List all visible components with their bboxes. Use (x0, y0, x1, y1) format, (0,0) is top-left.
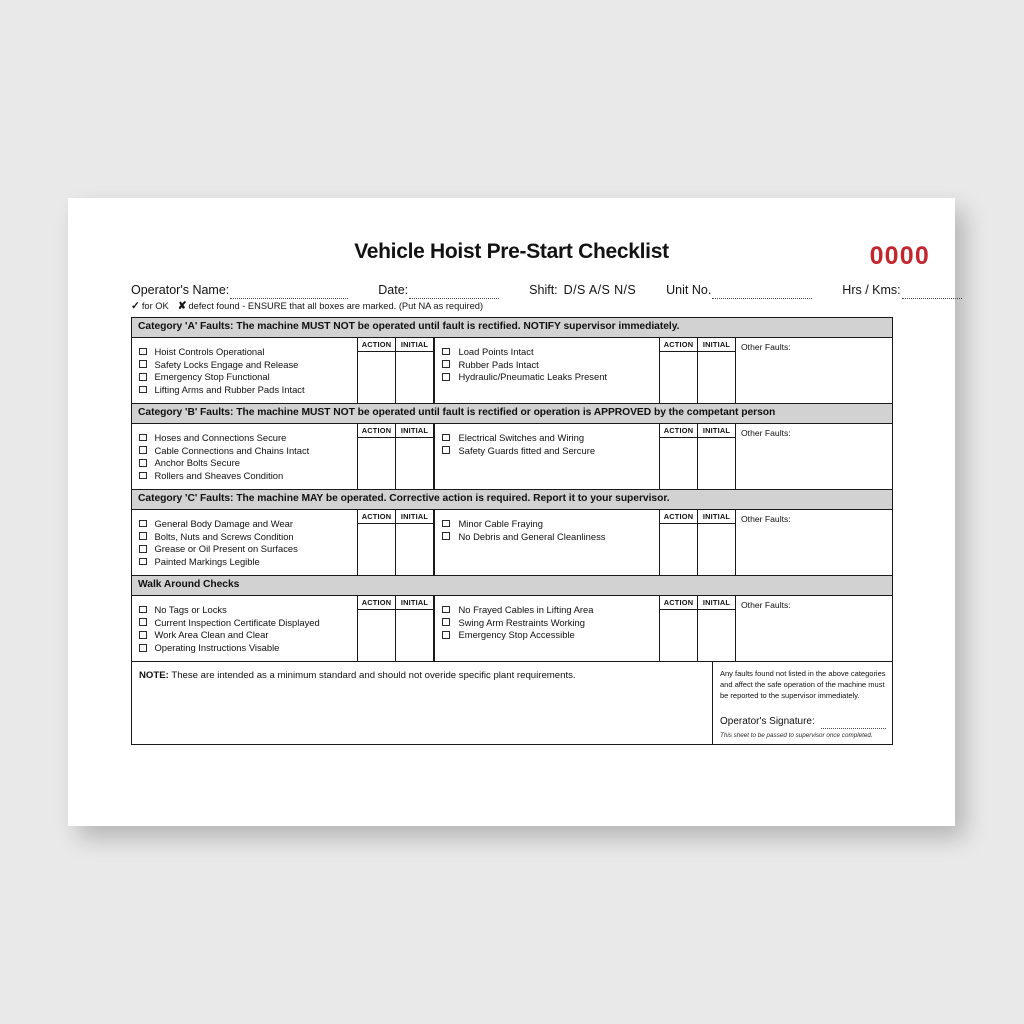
cross-mark-icon: ✘ (177, 300, 187, 312)
right-items-column (433, 424, 659, 489)
action-column-left[interactable] (357, 510, 395, 575)
checklist-item[interactable] (139, 444, 353, 457)
checkbox[interactable] (139, 606, 147, 614)
title-row (68, 240, 955, 274)
unit-no-label: Unit No. (666, 283, 712, 297)
checkbox[interactable] (139, 631, 147, 639)
action-header: ACTION (660, 338, 697, 352)
section-heading: Walk Around Checks (132, 576, 892, 596)
date-input[interactable] (409, 287, 499, 299)
checklist-item-label: Lifting Arms and Rubber Pads Intact (154, 384, 305, 396)
left-items-column (132, 338, 357, 403)
checkbox[interactable] (139, 618, 147, 626)
checkbox[interactable] (442, 631, 450, 639)
checklist-item[interactable] (139, 358, 353, 371)
action-column-right[interactable] (659, 338, 697, 403)
action-column-right[interactable] (659, 510, 697, 575)
section-body (132, 510, 892, 576)
checklist-item[interactable] (139, 345, 353, 358)
checklist-item-label: Current Inspection Certificate Displayed (154, 616, 320, 628)
initial-column-left[interactable] (395, 510, 433, 575)
checklist-item[interactable] (139, 457, 353, 470)
action-column-left[interactable] (357, 338, 395, 403)
action-header: ACTION (358, 510, 395, 524)
note-label: NOTE: (139, 670, 169, 682)
checkbox[interactable] (139, 644, 147, 652)
checklist-item-label: Anchor Bolts Secure (154, 457, 240, 469)
action-header: ACTION (660, 596, 697, 610)
initial-column-right[interactable] (697, 596, 735, 661)
checkbox[interactable] (139, 545, 147, 553)
checkbox[interactable] (442, 532, 450, 540)
operator-meta-row (131, 283, 930, 299)
checklist-item[interactable] (442, 616, 655, 629)
checkbox[interactable] (442, 360, 450, 368)
checkbox[interactable] (139, 459, 147, 467)
checklist-item[interactable] (139, 555, 353, 568)
signature-label: Operator's Signature: (720, 715, 815, 727)
checklist-item-label: Safety Guards fitted and Sercure (458, 444, 596, 456)
checklist-item-label: No Debris and General Cleanliness (458, 530, 606, 542)
checkbox[interactable] (139, 472, 147, 480)
checkbox[interactable] (442, 520, 450, 528)
checkbox[interactable] (139, 434, 147, 442)
operator-name-input[interactable] (230, 287, 348, 299)
section-body (132, 338, 892, 404)
checklist-item-label: Emergency Stop Functional (154, 371, 270, 383)
checklist-item-label: Electrical Switches and Wiring (458, 431, 585, 443)
marking-legend (131, 300, 483, 312)
checkbox[interactable] (139, 373, 147, 381)
checklist-item[interactable] (442, 345, 655, 358)
action-column-left[interactable] (357, 596, 395, 661)
checkbox[interactable] (139, 446, 147, 454)
checklist-item-label: No Frayed Cables in Lifting Area (458, 603, 594, 615)
checklist-item[interactable] (442, 629, 655, 642)
signature-input[interactable] (821, 719, 886, 729)
right-items-column (433, 596, 659, 661)
operator-name-label: Operator's Name: (131, 283, 230, 297)
checklist-item-label: Hoist Controls Operational (154, 345, 265, 357)
checklist-item-label: Cable Connections and Chains Intact (154, 444, 310, 456)
note-row (132, 662, 892, 744)
note-side-text: Any faults found not listed in the above categories and affect the safe operation of the machine must be reported to the supervisor immediately. (720, 669, 886, 700)
checklist-item-label: Minor Cable Fraying (458, 517, 543, 529)
checkbox[interactable] (442, 606, 450, 614)
shift-label: Shift: (529, 283, 558, 297)
checklist-item-label: Safety Locks Engage and Release (154, 358, 299, 370)
section-heading: Category 'C' Faults: The machine MAY be operated. Corrective action is required. Report it to your supervisor. (132, 490, 892, 510)
action-column-right[interactable] (659, 596, 697, 661)
document-sheet (68, 198, 955, 826)
note-text (132, 662, 712, 744)
checkbox[interactable] (139, 360, 147, 368)
check-mark-icon: ✓ (131, 300, 140, 312)
checkbox[interactable] (442, 434, 450, 442)
checklist-item[interactable] (139, 469, 353, 482)
checklist-item[interactable] (139, 641, 353, 654)
initial-column-left[interactable] (395, 338, 433, 403)
checkbox[interactable] (139, 520, 147, 528)
shift-options[interactable]: D/S A/S N/S (563, 283, 637, 297)
checklist-item[interactable] (442, 517, 655, 530)
checkbox[interactable] (139, 532, 147, 540)
checkbox[interactable] (139, 348, 147, 356)
checklist-item-label: Swing Arm Restraints Working (458, 616, 585, 628)
initial-header: INITIAL (396, 424, 433, 438)
initial-column-left[interactable] (395, 424, 433, 489)
checklist-item[interactable] (442, 444, 655, 457)
checklist-item[interactable] (139, 431, 353, 444)
note-body: These are intended as a minimum standard and should not overide specific plant requirements. (168, 670, 576, 682)
initial-column-right[interactable] (697, 338, 735, 403)
checkbox[interactable] (442, 348, 450, 356)
initial-column-right[interactable] (697, 510, 735, 575)
other-faults-column[interactable]: Other Faults: (735, 510, 892, 575)
checkbox[interactable] (442, 373, 450, 381)
checklist-item[interactable] (139, 629, 353, 642)
pass-to-supervisor-note: This sheet to be passed to supervisor once completed. (720, 732, 873, 740)
initial-header: INITIAL (396, 510, 433, 524)
checklist-item[interactable] (442, 530, 655, 543)
initial-header: INITIAL (698, 596, 735, 610)
checklist-item[interactable] (139, 543, 353, 556)
action-column-left[interactable] (357, 424, 395, 489)
checklist-item-label: Hydraulic/Pneumatic Leaks Present (458, 371, 608, 383)
checklist-item[interactable] (442, 370, 655, 383)
checklist-item-label: General Body Damage and Wear (154, 517, 293, 529)
section-body (132, 424, 892, 490)
checklist-item[interactable] (442, 358, 655, 371)
checkbox[interactable] (139, 386, 147, 394)
checklist-item-label: Hoses and Connections Secure (154, 431, 287, 443)
initial-column-right[interactable] (697, 424, 735, 489)
date-label: Date: (378, 283, 409, 297)
action-column-right[interactable] (659, 424, 697, 489)
checklist-item[interactable] (139, 530, 353, 543)
checklist-item-label: Grease or Oil Present on Surfaces (154, 543, 298, 555)
serial-number: 0000 (869, 242, 930, 270)
right-items-column (433, 510, 659, 575)
hrs-kms-label: Hrs / Kms: (842, 283, 901, 297)
checklist-item-label: No Tags or Locks (154, 603, 227, 615)
page-title: Vehicle Hoist Pre-Start Checklist (354, 240, 669, 263)
checklist-item-label: Rollers and Sheaves Condition (154, 470, 284, 482)
checklist-item-label: Rubber Pads Intact (458, 358, 539, 370)
section-heading: Category 'B' Faults: The machine MUST NOT be operated until fault is rectified or operation is APPROVED by the competant person (132, 404, 892, 424)
initial-header: INITIAL (698, 510, 735, 524)
checklist-table (131, 317, 893, 745)
left-items-column (132, 424, 357, 489)
left-items-column (132, 596, 357, 661)
initial-column-left[interactable] (395, 596, 433, 661)
initial-header: INITIAL (698, 338, 735, 352)
signature-row[interactable] (720, 715, 886, 730)
left-items-column (132, 510, 357, 575)
action-header: ACTION (358, 424, 395, 438)
note-side-panel (712, 662, 892, 744)
checkbox[interactable] (139, 558, 147, 566)
other-faults-column[interactable]: Other Faults: (735, 596, 892, 661)
initial-header: INITIAL (698, 424, 735, 438)
checklist-item[interactable] (139, 603, 353, 616)
checklist-item-label: Emergency Stop Accessible (458, 629, 575, 641)
other-faults-column[interactable]: Other Faults: (735, 338, 892, 403)
checklist-item-label: Painted Markings Legible (154, 556, 260, 568)
hrs-kms-input[interactable] (902, 287, 962, 299)
checkbox[interactable] (442, 618, 450, 626)
checklist-item-label: Load Points Intact (458, 345, 534, 357)
action-header: ACTION (660, 510, 697, 524)
section-heading: Category 'A' Faults: The machine MUST NOT be operated until fault is rectified. NOTIFY supervisor immediately. (132, 318, 892, 338)
checklist-item[interactable] (139, 383, 353, 396)
checklist-item[interactable] (139, 616, 353, 629)
checklist-item[interactable] (442, 431, 655, 444)
checklist-item-label: Bolts, Nuts and Screws Condition (154, 530, 294, 542)
legend-defect-text: defect found - ENSURE that all boxes are marked. (Put NA as required) (188, 301, 484, 311)
legend-ok-text: for OK (141, 301, 169, 311)
action-header: ACTION (660, 424, 697, 438)
checkbox[interactable] (442, 446, 450, 454)
checklist-item-label: Work Area Clean and Clear (154, 629, 269, 641)
section-body (132, 596, 892, 662)
checklist-item[interactable] (139, 517, 353, 530)
unit-no-input[interactable] (712, 287, 812, 299)
other-faults-column[interactable]: Other Faults: (735, 424, 892, 489)
action-header: ACTION (358, 596, 395, 610)
checklist-item[interactable] (442, 603, 655, 616)
checklist-item[interactable] (139, 370, 353, 383)
initial-header: INITIAL (396, 338, 433, 352)
initial-header: INITIAL (396, 596, 433, 610)
action-header: ACTION (358, 338, 395, 352)
checklist-item-label: Operating Instructions Visable (154, 642, 280, 654)
right-items-column (433, 338, 659, 403)
